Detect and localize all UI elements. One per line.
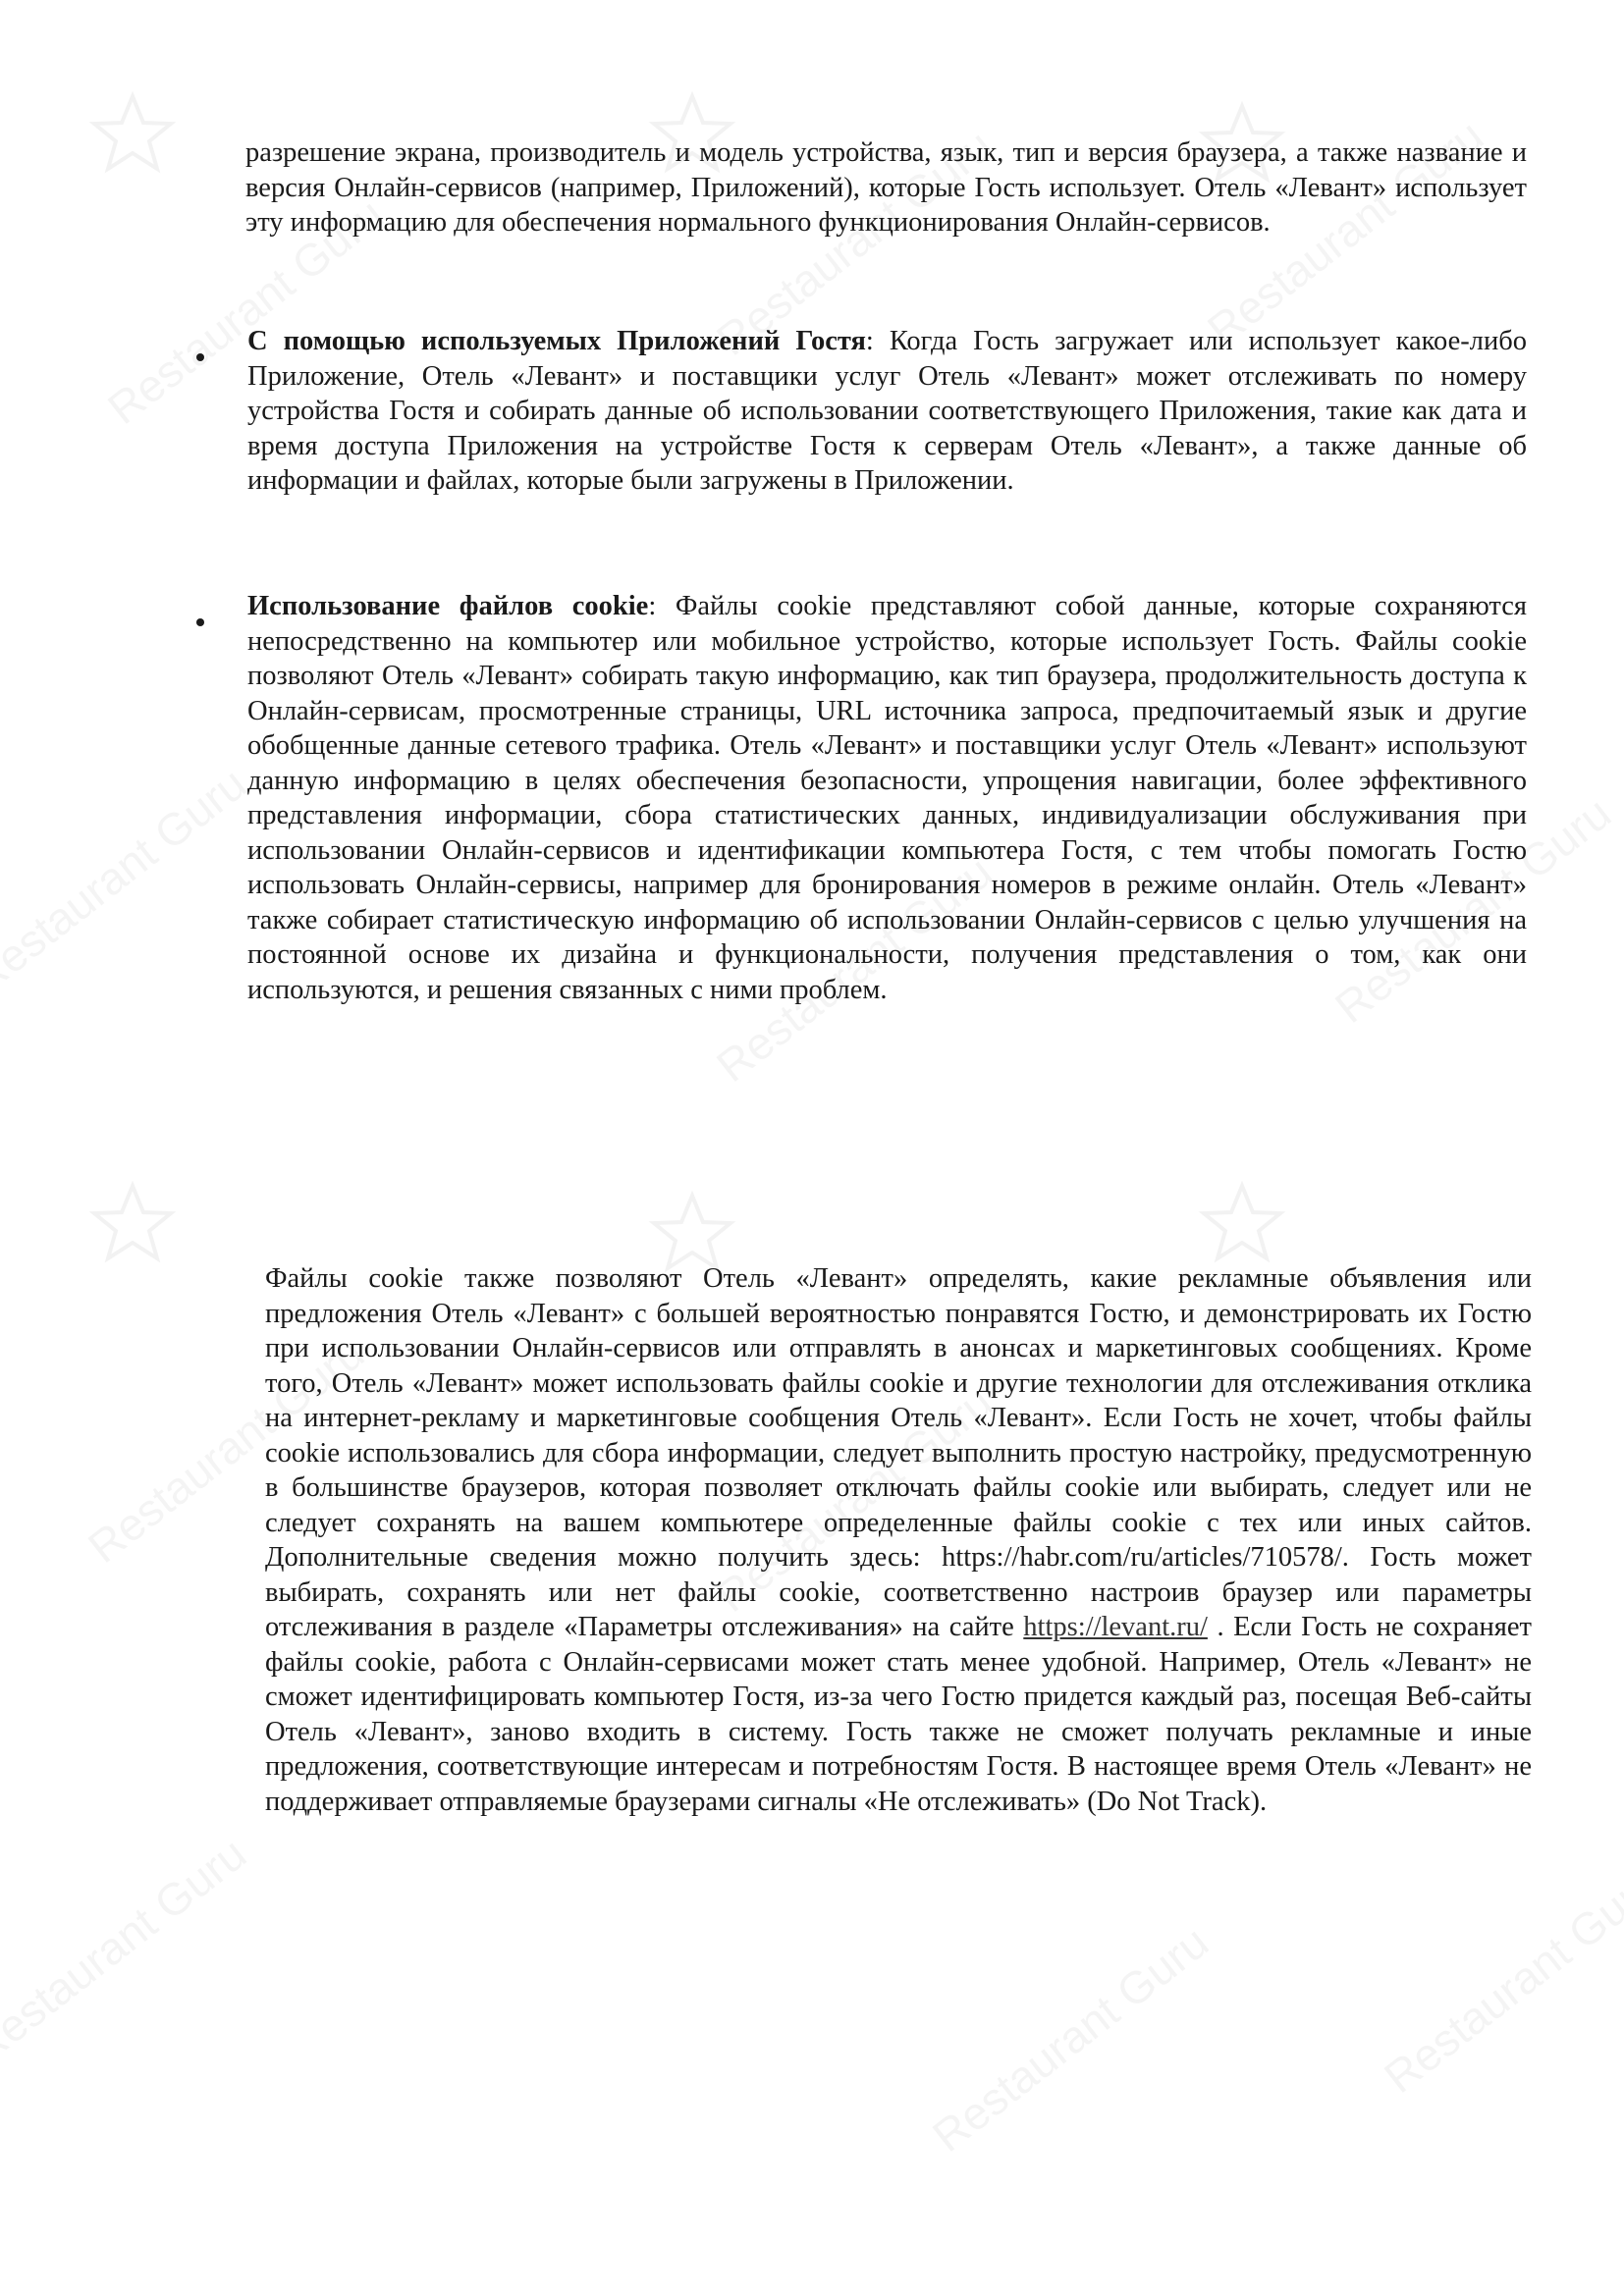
watermark-logo-icon — [1198, 1178, 1286, 1266]
watermark-logo-icon — [88, 1178, 177, 1266]
watermark-text — [922, 1915, 1218, 2163]
bullet-cookies-content — [247, 589, 1527, 1007]
watermark-text — [0, 1827, 256, 2074]
levant-site-link[interactable]: https://levant.ru/ — [1023, 1612, 1208, 1642]
bullet-apps-content — [247, 324, 1527, 499]
bullet-apps-heading: С помощью используемых Приложений Гостя — [247, 326, 866, 356]
paragraph-cookies-part2: . Если Гость не сохраняет файлы cookie, работа с Онлайн-сервисами может стать менее удобной. Например, Отель «Левант» не сможет идентифицировать компьютер Гостя, из-за чего Гостю придется каждый раз, посещая Веб-сайты Отель «Левант», заново входить в систему. Гость также не сможет получать рекламные и иные предложения, соответствующие интересам и потребностям Гостя. В настоящее время Отель «Левант» не поддерживает отправляемые браузерами сигналы «Не отслеживать» (Do Not Track). — [265, 1612, 1532, 1817]
watermark-logo-icon — [88, 88, 177, 177]
paragraph-cookies-advertising — [265, 1261, 1532, 1819]
bullet-dot-icon — [196, 618, 204, 626]
bullet-cookies-heading: Использование файлов cookie — [247, 591, 649, 621]
watermark-text — [1374, 1856, 1624, 2104]
paragraph-cookies-part1: Файлы cookie также позволяют Отель «Левант» определять, какие рекламные объявления или предложения Отель «Левант» с большей вероятностью понравятся Гостю, и демонстрировать их Гостю при использовании Онлайн-сервисов или отправлять в анонсах и маркетинговых сообщениях. Кроме того, Отель «Левант» может использовать файлы cookie и другие технологии для отслеживания отклика на интернет-рекламу и маркетинговые сообщения Отель «Левант». Если Гость не хочет, чтобы файлы cookie использовались для сбора информации, следует выполнить простую настройку, предусмотренную в большинстве браузеров, которая позволяет отключать файлы cookie или выбирать, следует или не следует сохранять на вашем компьютере определенные файлы cookie с тех или иных сайтов. Дополнительные сведения можно получить здесь: https://habr.com/ru/articles/710578/. Гость может выбирать, сохранять или нет файлы cookie, соответственно настроив браузер или параметры отслеживания в разделе «Параметры отслеживания» на сайте — [265, 1263, 1532, 1642]
paragraph-device-info: разрешение экрана, производитель и модель устройства, язык, тип и версия браузера, а также название и версия Онлайн-сервисов (например, Приложений), которые Гость использует. Отель «Левант» использует эту информацию для обеспечения нормального функционирования Онлайн-сервисов. — [245, 137, 1527, 238]
bullet-cookies-body: : Файлы cookie представляют собой данные, которые сохраняются непосредственно на компьютер или мобильное устройство, которые использует Гость. Файлы cookie позволяют Отель «Левант» собирать такую информацию, как тип браузера, продолжительность доступа к Онлайн-сервисам, просмотренные страницы, URL источника запроса, предпочитаемый язык и другие обобщенные данные сетевого трафика. Отель «Левант» и поставщики услуг Отель «Левант» используют данную информацию в целях обеспечения безопасности, упрощения навигации, более эффективного представления информации, сбора статистических данных, индивидуализации обслуживания при использовании Онлайн-сервисов и идентификации компьютера Гостя, с тем чтобы помогать Гостю использовать Онлайн-сервисы, например для бронирования номеров в режиме онлайн. Отель «Левант» также собирает статистическую информацию об использовании Онлайн-сервисов с целью улучшения на постоянной основе их дизайна и функциональности, получения представления о том, как они используются, и решения связанных с ними проблем. — [247, 591, 1527, 1005]
watermark-text — [0, 757, 256, 1004]
bullet-dot-icon — [196, 353, 204, 361]
bullet-apps-body: : Когда Гость загружает или использует какое-либо Приложение, Отель «Левант» и поставщики услуг Отель «Левант» может отслеживать по номеру устройства Гостя и собирать данные об использовании соответствующего Приложения, такие как дата и время доступа Приложения на устройстве Гостя к серверам Отель «Левант», а также данные об информации и файлах, которые были загружены в Приложении. — [247, 326, 1527, 496]
